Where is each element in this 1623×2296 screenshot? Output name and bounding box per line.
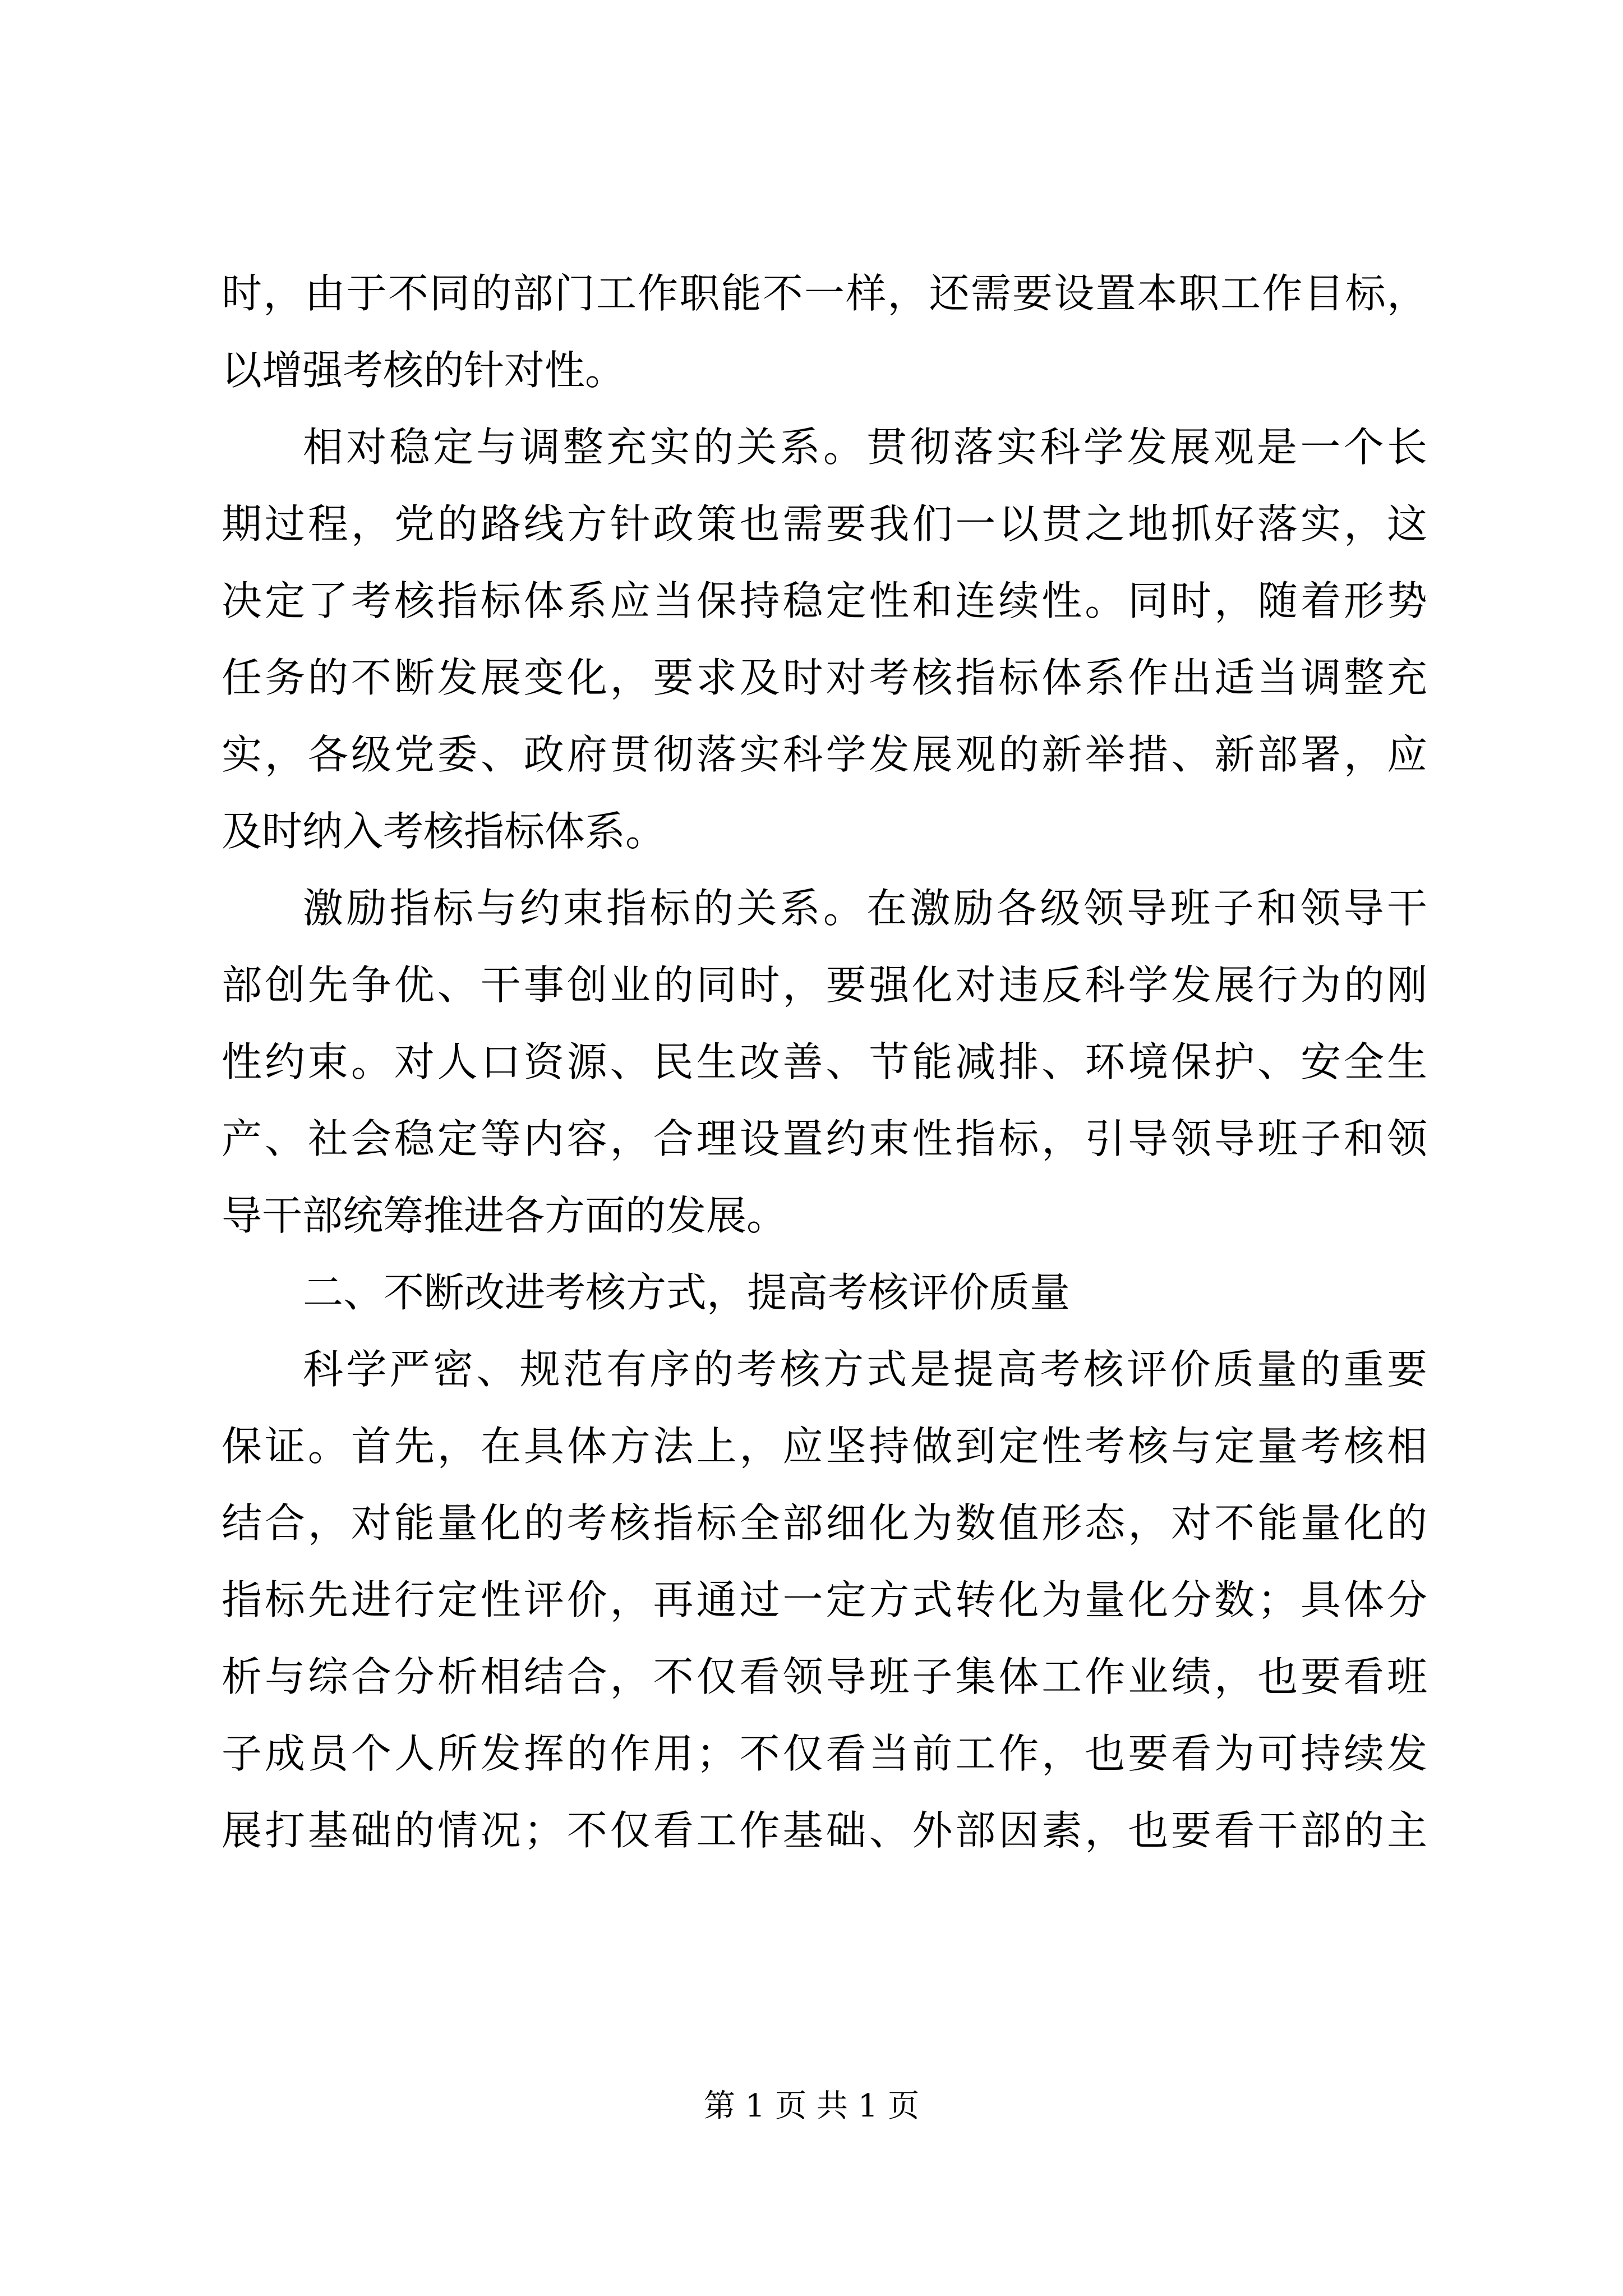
text-line: 实，各级党委、政府贯彻落实科学发展观的新举措、新部署，应	[222, 731, 1427, 778]
text-line: 子成员个人所发挥的作用；不仅看当前工作，也要看为可持续发	[222, 1730, 1427, 1777]
text-line: 析与综合分析相结合，不仅看领导班子集体工作业绩，也要看班	[222, 1653, 1427, 1700]
text-line: 及时纳入考核指标体系。	[222, 808, 666, 855]
text-line: 部创先争优、干事创业的同时，要强化对违反科学发展行为的刚	[222, 961, 1427, 1009]
text-line: 性约束。对人口资源、民生改善、节能减排、环境保护、安全生	[222, 1038, 1427, 1085]
section-heading: 二、不断改进考核方式，提高考核评价质量	[303, 1269, 1071, 1316]
text-line: 任务的不断发展变化，要求及时对考核指标体系作出适当调整充	[222, 654, 1427, 701]
paragraph-start-line: 激励指标与约束指标的关系。在激励各级领导班子和领导干	[303, 885, 1427, 932]
text-line: 导干部统筹推进各方面的发展。	[222, 1192, 787, 1239]
text-line: 指标先进行定性评价，再通过一定方式转化为量化分数；具体分	[222, 1576, 1427, 1623]
text-line: 时，由于不同的部门工作职能不一样，还需要设置本职工作目标，	[222, 270, 1427, 317]
text-line: 结合，对能量化的考核指标全部细化为数值形态，对不能量化的	[222, 1499, 1427, 1547]
text-line: 期过程，党的路线方针政策也需要我们一以贯之地抓好落实，这	[222, 500, 1427, 547]
text-line: 保证。首先，在具体方法上，应坚持做到定性考核与定量考核相	[222, 1423, 1427, 1470]
paragraph-start-line: 相对稳定与调整充实的关系。贯彻落实科学发展观是一个长	[303, 424, 1427, 471]
text-line: 产、社会稳定等内容，合理设置约束性指标，引导领导班子和领	[222, 1115, 1427, 1162]
text-line: 展打基础的情况；不仅看工作基础、外部因素，也要看干部的主	[222, 1807, 1427, 1854]
document-body	[222, 255, 1427, 1869]
text-line: 决定了考核指标体系应当保持稳定性和连续性。同时，随着形势	[222, 577, 1427, 624]
page-number-footer: 第 1 页 共 1 页	[703, 2088, 920, 2124]
text-line: 以增强考核的针对性。	[222, 347, 626, 394]
paragraph-start-line: 科学严密、规范有序的考核方式是提高考核评价质量的重要	[303, 1346, 1427, 1393]
